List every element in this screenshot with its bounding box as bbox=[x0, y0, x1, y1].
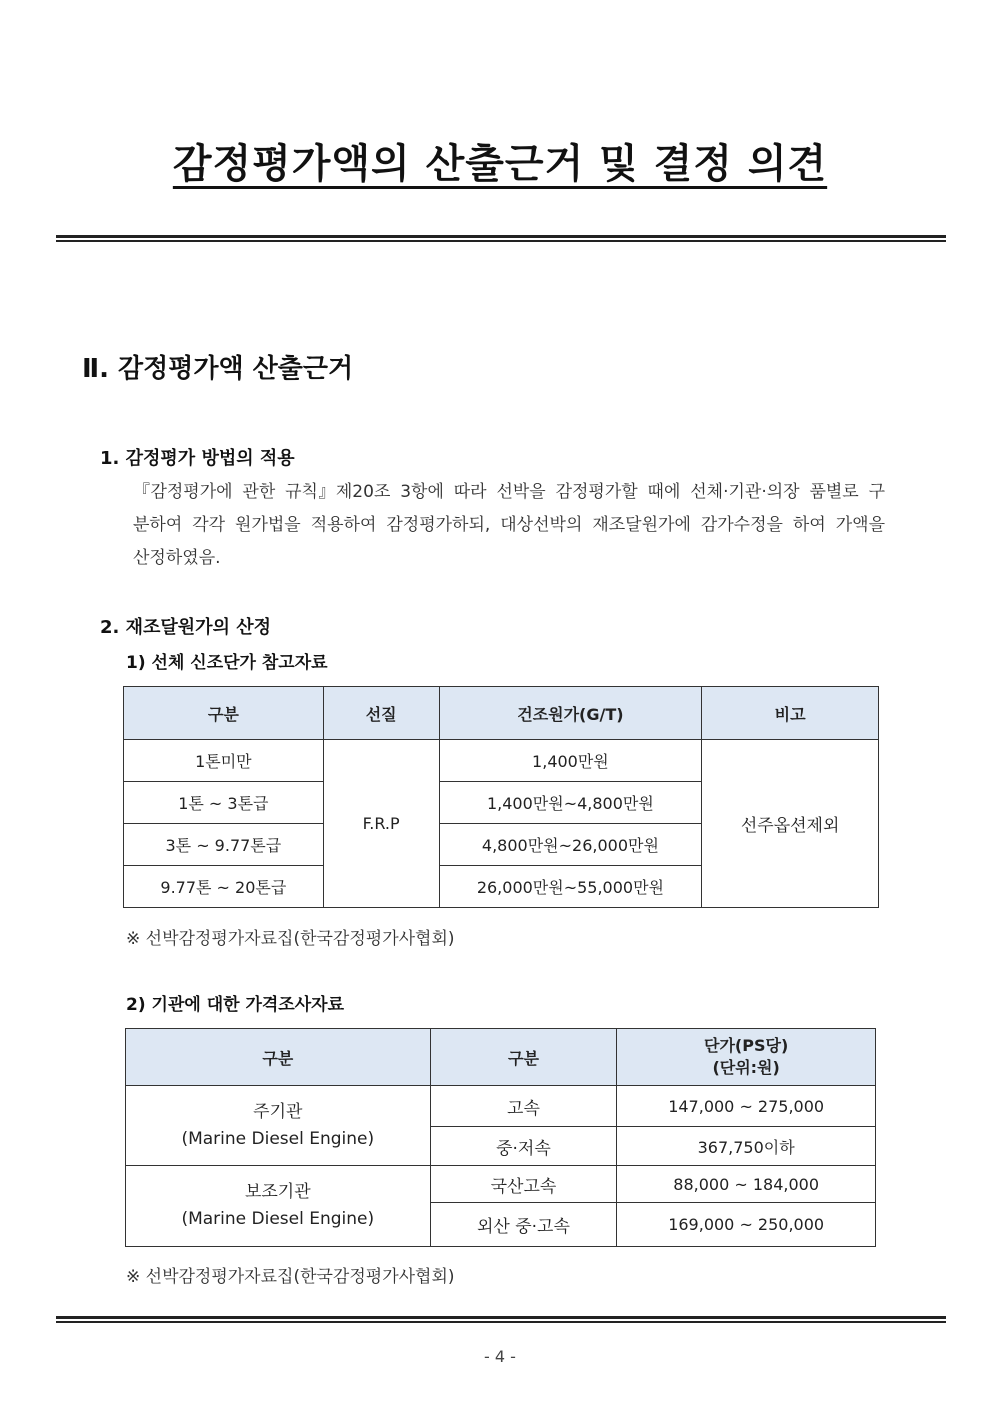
engine-price-cell: 367,750이하 bbox=[617, 1127, 876, 1166]
top-rule-lower bbox=[56, 240, 946, 242]
hull-header-remark: 비고 bbox=[702, 687, 879, 740]
engine-price-cell: 147,000 ~ 275,000 bbox=[617, 1086, 876, 1127]
hull-row-category: 9.77톤 ~ 20톤급 bbox=[124, 866, 324, 908]
hull-row-category: 1톤미만 bbox=[124, 740, 324, 782]
top-rule-upper bbox=[56, 235, 946, 238]
hull-table-heading: 1) 선체 신조단가 참고자료 bbox=[126, 653, 328, 673]
hull-header-material: 선질 bbox=[323, 687, 439, 740]
main-engine-name: 주기관 bbox=[253, 1101, 303, 1122]
page-title-text: 감정평가액의 산출근거 및 결정 의견 bbox=[172, 141, 828, 187]
hull-row-cost: 1,400만원 bbox=[439, 740, 702, 782]
auxiliary-engine-subname: (Marine Diesel Engine) bbox=[181, 1209, 375, 1229]
hull-material-cell: F.R.P bbox=[323, 740, 439, 908]
engine-header-type: 구분 bbox=[430, 1029, 617, 1086]
engine-type-cell: 중·저속 bbox=[430, 1127, 617, 1166]
engine-table-source-note: ※ 선박감정평가자료집(한국감정평가사협회) bbox=[126, 1267, 455, 1287]
hull-table-source-note: ※ 선박감정평가자료집(한국감정평가사협회) bbox=[126, 929, 455, 949]
engine-price-cell: 88,000 ~ 184,000 bbox=[617, 1166, 876, 1203]
engine-header-price-label: 단가(PS당) bbox=[704, 1036, 789, 1055]
engine-table-heading: 2) 기관에 대한 가격조사자료 bbox=[126, 995, 344, 1015]
bottom-rule-lower bbox=[56, 1321, 946, 1323]
hull-row-category: 1톤 ~ 3톤급 bbox=[124, 782, 324, 824]
page-title bbox=[0, 132, 1000, 189]
section-heading: Ⅱ. 감정평가액 산출근거 bbox=[82, 354, 354, 384]
engine-header-price-unit: (단위:원) bbox=[712, 1058, 780, 1077]
engine-table-header-row bbox=[126, 1029, 876, 1086]
engine-type-cell: 국산고속 bbox=[430, 1166, 617, 1203]
table-row bbox=[126, 1166, 876, 1203]
auxiliary-engine-cell bbox=[126, 1166, 431, 1247]
item1-heading: 1. 감정평가 방법의 적용 bbox=[100, 448, 295, 469]
engine-price-cell: 169,000 ~ 250,000 bbox=[617, 1203, 876, 1247]
hull-row-cost: 4,800만원~26,000만원 bbox=[439, 824, 702, 866]
hull-remark-cell: 선주옵션제외 bbox=[702, 740, 879, 908]
table-row bbox=[126, 1086, 876, 1127]
hull-table-header-row bbox=[124, 687, 879, 740]
table-row bbox=[124, 740, 879, 782]
hull-row-cost: 1,400만원~4,800만원 bbox=[439, 782, 702, 824]
bottom-rule-upper bbox=[56, 1316, 946, 1319]
engine-header-engine: 구분 bbox=[126, 1029, 431, 1086]
engine-type-cell: 고속 bbox=[430, 1086, 617, 1127]
page-number: - 4 - bbox=[484, 1347, 516, 1366]
item2-heading: 2. 재조달원가의 산정 bbox=[100, 617, 271, 638]
hull-cost-table bbox=[123, 686, 879, 908]
hull-row-cost: 26,000만원~55,000만원 bbox=[439, 866, 702, 908]
main-engine-cell bbox=[126, 1086, 431, 1166]
hull-header-category: 구분 bbox=[124, 687, 324, 740]
engine-type-cell: 외산 중·고속 bbox=[430, 1203, 617, 1247]
hull-header-cost: 건조원가(G/T) bbox=[439, 687, 702, 740]
main-engine-subname: (Marine Diesel Engine) bbox=[181, 1128, 375, 1149]
item1-paragraph: 『감정평가에 관한 규칙』제20조 3항에 따라 선박을 감정평가할 때에 선체·기관·의장 품별로 구분하여 각각 원가법을 적용하여 감정평가하되, 대상선박의 재조달원가에 감가수정을 하여 가액을 산정하였음. bbox=[133, 482, 885, 568]
auxiliary-engine-name: 보조기관 bbox=[244, 1182, 311, 1202]
engine-price-table bbox=[125, 1028, 876, 1247]
hull-row-category: 3톤 ~ 9.77톤급 bbox=[124, 824, 324, 866]
engine-header-price bbox=[617, 1029, 876, 1086]
